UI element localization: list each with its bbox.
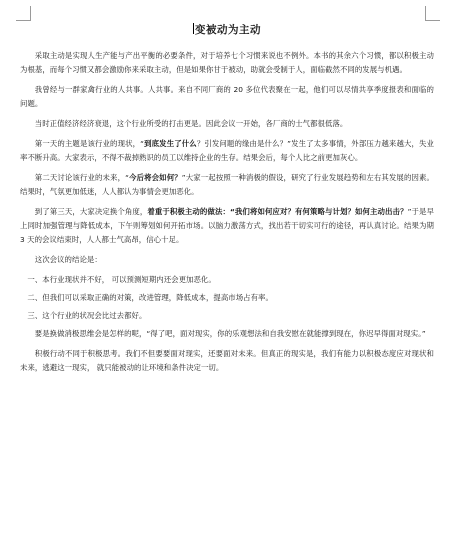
paragraph-4	[20, 137, 434, 165]
paragraph-3: 当时正值经济经济衰退，这个行业所受的打击更是。因此会议一开始，各厂商的士气都很低落。	[34, 119, 348, 128]
paragraph-5-text-c: ”大家一起按照一种消极的假设，研究了行业发展趋势和左右其发展的因素。结果时，气氛更加低迷，人人都认为事情会更加恶化。	[20, 173, 434, 196]
paragraph-5	[20, 171, 434, 199]
paragraph-6-emphasis: 着重于积极主动的做法：“我们将如何应对？有何策略与计划？如何主动出击？	[147, 207, 408, 216]
document-title-text: 变被动为主动	[195, 24, 261, 36]
paragraph-5-text-a: 第二天讨论该行业的未来，“	[34, 173, 129, 182]
paragraph-7: 这次会议的结论是：	[34, 255, 102, 264]
paragraph-6-text-c: ”于是早上同时加强管理与降低成本，下午则筹划如何开拓市场。以脑力激荡方式，找出若干切实可行的途径，再认真讨论。结果为期 3 天的会议结束时，人人都士气高昂，信心十足。	[20, 207, 434, 244]
paragraph-1: 采取主动是实现人生产能与产出平衡的必要条件，对于培养七个习惯来说也不例外。本书的其余六个习惯，都以积极主动为根基，而每个习惯又都会激励你来采取主动，但是如果你甘于被动，助就会受制于人，面临截然不同的发展与机遇。	[20, 51, 434, 74]
paragraph-2: 我曾经与一群家禽行业的人共事。人共事。来自不同厂商的 20 多位代表聚在一起，他们可以尽情共享季度报表和面临的问题。	[20, 85, 434, 108]
list-item-2: 二、但我们可以采取正确的对策，改进管理，降低成本，提高市场占有率。	[27, 293, 273, 302]
paragraph-4-emphasis: 到底发生了什么	[144, 139, 197, 148]
paragraph-4-text-c: ？引发问题的缘由是什么？”发生了太多事情，外部压力越来越大，失业率不断升高。大家表示，不得不裁掉熟识的员工以维持企业的生存。结果会后，每个人比之前更加灰心。	[20, 139, 434, 162]
paragraph-4-text-a: 第一天的主题是该行业的现状，“	[34, 139, 145, 148]
list-item-1: 一、本行业现状并不好， 可以预测短期内还会更加恶化。	[27, 275, 216, 284]
text-cursor	[193, 23, 194, 34]
document-title	[20, 22, 434, 37]
page-crop-mark-top-right	[425, 6, 440, 21]
page-crop-mark-top-left	[16, 6, 31, 21]
document-body[interactable]	[20, 22, 434, 381]
paragraph-6-text-a: 到了第三天，大家决定换个角度，	[34, 207, 148, 216]
paragraph-9: 积极行动不同于积极思考。我们不但要要面对现实，还要面对未来。但真正的现实是，我们有能力以积极态度应对现状和未来，逃避这一现实， 就只能被动的让环境和条件决定一切。	[20, 349, 434, 372]
paragraph-5-emphasis: 今后将会如何？	[128, 173, 182, 182]
paragraph-6	[20, 205, 434, 247]
paragraph-8: 要是换做消极思维会是怎样的呢，“得了吧，面对现实，你的乐观想法和自我安慰在就能撑到现在，你迟早得面对现实。”	[34, 329, 426, 338]
list-item-3: 三、这个行业的状况会比过去都好。	[27, 311, 147, 320]
